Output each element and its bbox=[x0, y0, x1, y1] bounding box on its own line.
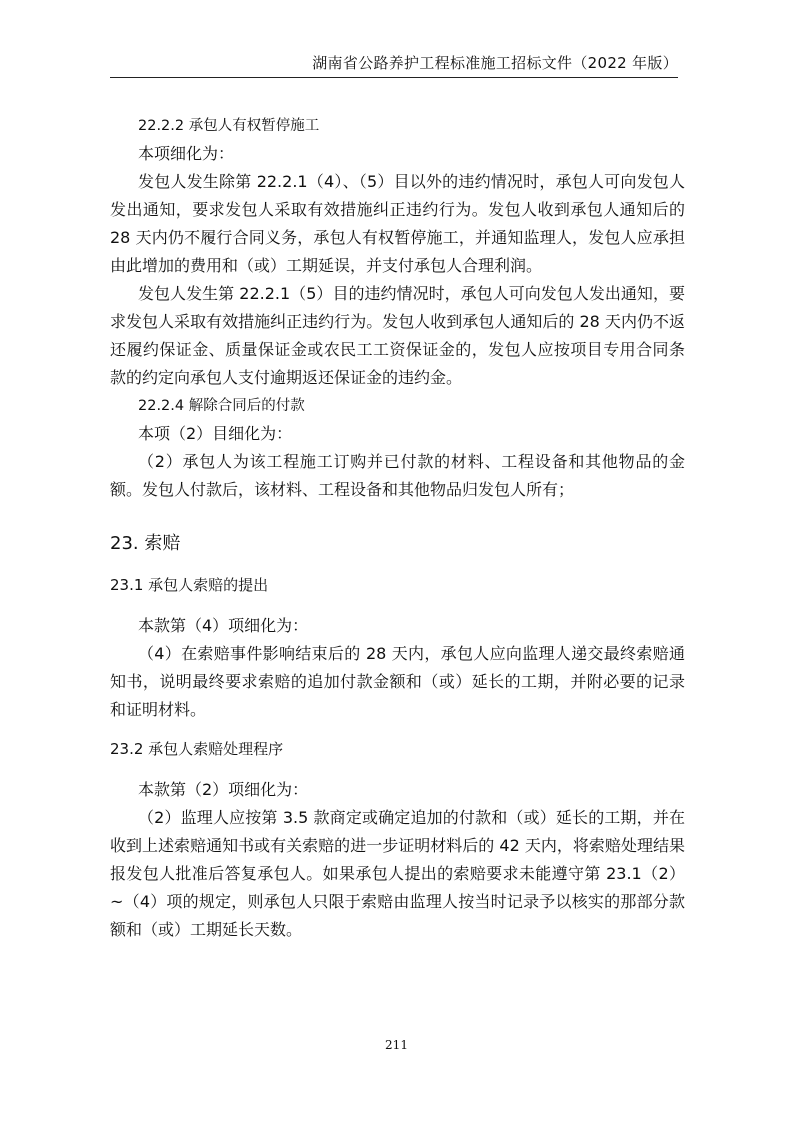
clause-heading-23-1: 23.1 承包人索赔的提出 bbox=[110, 576, 269, 594]
item-intro: 本款第（4）项细化为： bbox=[138, 616, 309, 635]
clause-heading-23-2: 23.2 承包人索赔处理程序 bbox=[110, 740, 284, 758]
item-intro: 本款第（2）项细化为： bbox=[138, 780, 309, 799]
item-intro: 本项细化为： bbox=[138, 144, 235, 163]
header-divider bbox=[110, 77, 678, 78]
page-number: 211 bbox=[385, 1038, 408, 1052]
section-heading-23: 23. 索赔 bbox=[110, 533, 181, 554]
item-intro: 本项（2）目细化为： bbox=[138, 424, 293, 443]
running-header: 湖南省公路养护工程标准施工招标文件（2022 年版） bbox=[312, 54, 678, 72]
body-paragraph: （2）承包人为该工程施工订购并已付款的材料、工程设备和其他物品的金额。发包人付款后，该材料、工程设备和其他物品归发包人所有； bbox=[110, 452, 685, 499]
subsection-heading-22-2-4: 22.2.4 解除合同后的付款 bbox=[138, 398, 305, 414]
body-paragraph: 发包人发生第 22.2.1（5）目的违约情况时，承包人可向发包人发出通知，要求发包人采取有效措施纠正违约行为。发包人收到承包人通知后的 28 天内仍不返还履约保证金、质量保证金或农民工工资保证金的，发包人应按项目专用合同条款的约定向承包人支付逾期返还保证金的违约金。 bbox=[110, 284, 685, 387]
subsection-heading-22-2-2: 22.2.2 承包人有权暂停施工 bbox=[138, 118, 320, 134]
body-paragraph: （2）监理人应按第 3.5 款商定或确定追加的付款和（或）延长的工期，并在收到上述索赔通知书或有关索赔的进一步证明材料后的 42 天内，将索赔处理结果报发包人批准后答复承包人。如果承包人提出的索赔要求未能遵守第 23.1（2）~（4）项的规定，则承包人只限于索赔由监理人按当时记录予以核实的那部分款额和（或）工期延长天数。 bbox=[110, 808, 685, 939]
document-body bbox=[110, 112, 685, 944]
body-paragraph: 发包人发生除第 22.2.1（4）、（5）目以外的违约情况时，承包人可向发包人发出通知，要求发包人采取有效措施纠正违约行为。发包人收到承包人通知后的 28 天内仍不履行合同义务，承包人有权暂停施工，并通知监理人，发包人应承担由此增加的费用和（或）工期延误，并支付承包人合理利润。 bbox=[110, 172, 685, 275]
body-paragraph: （4）在索赔事件影响结束后的 28 天内，承包人应向监理人递交最终索赔通知书，说明最终要求索赔的追加付款金额和（或）延长的工期，并附必要的记录和证明材料。 bbox=[110, 644, 685, 719]
